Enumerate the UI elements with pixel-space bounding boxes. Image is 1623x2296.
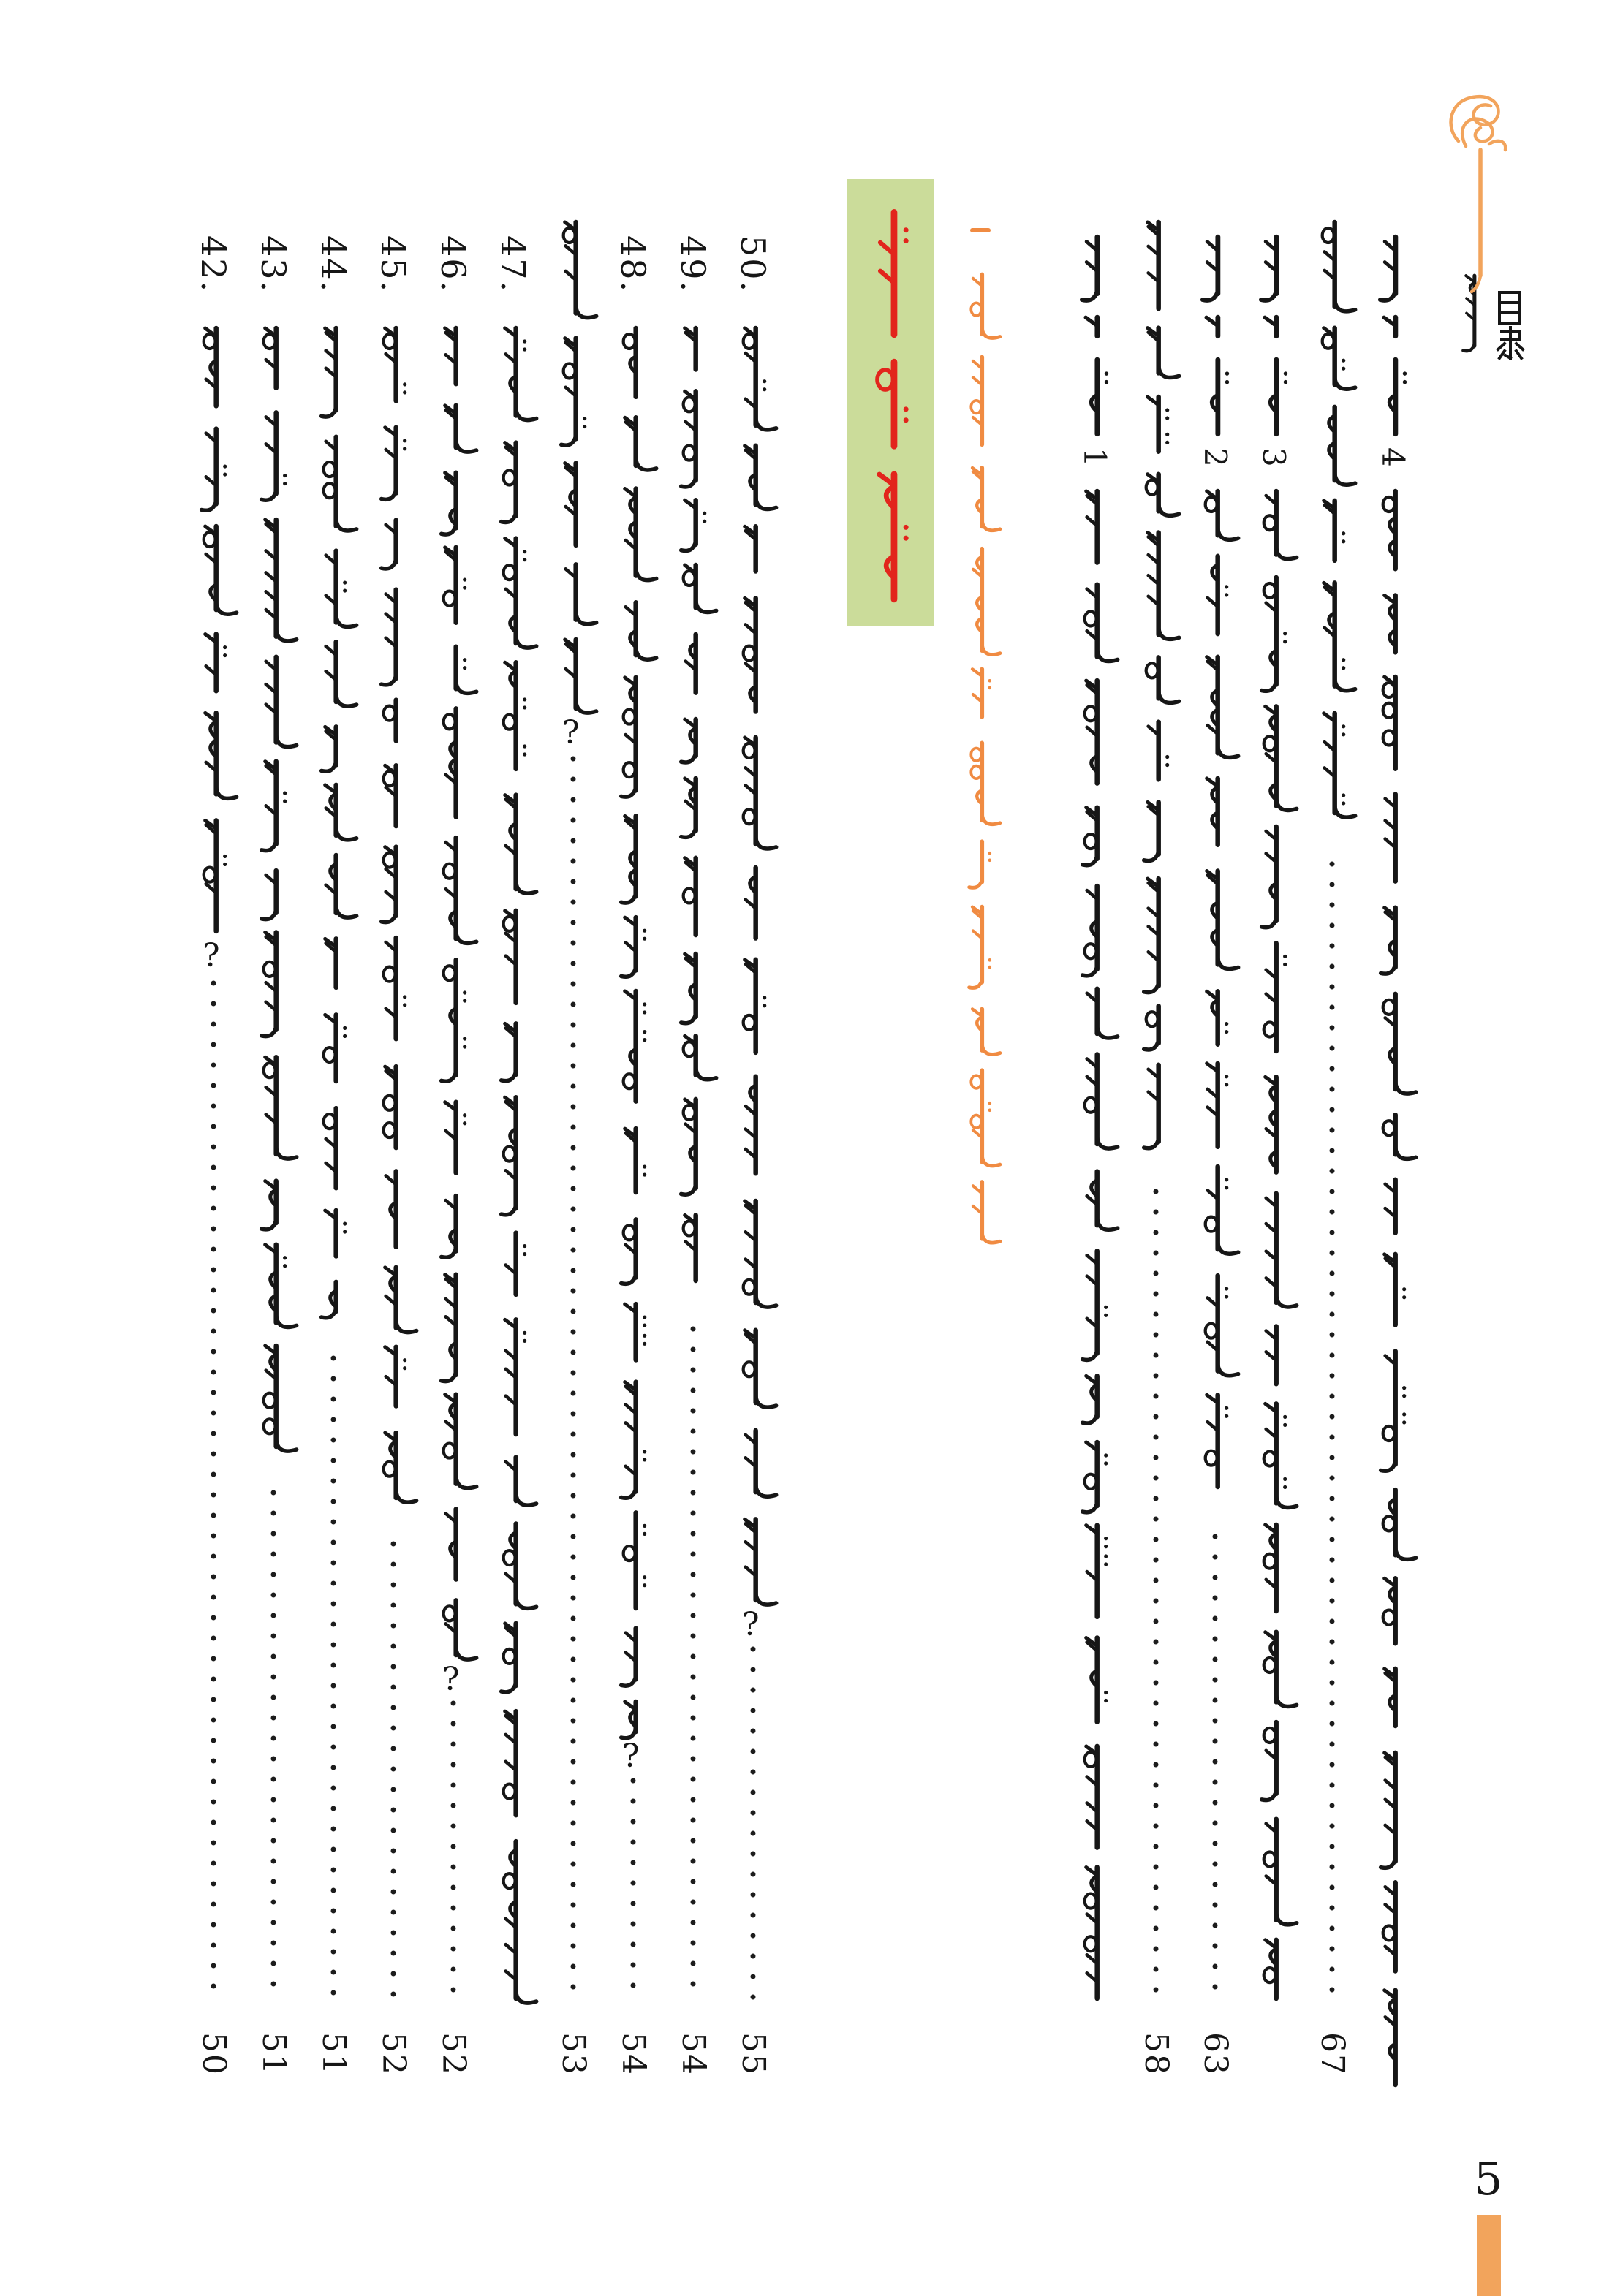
- mongolian-word: [624, 1512, 647, 1608]
- mongolian-word: [1083, 1251, 1108, 1360]
- mongolian-word: [506, 1233, 527, 1295]
- mongolian-word: [1262, 1722, 1276, 1800]
- mongolian-word: [444, 548, 467, 623]
- mongolian-word: [1083, 808, 1097, 865]
- mongolian-word: [1085, 1867, 1097, 1998]
- toc-column-entry-50: [744, 328, 776, 2003]
- mongolian-word: [1324, 501, 1346, 561]
- mongolian-word: [1264, 1403, 1297, 1507]
- mongolian-word: [879, 474, 909, 599]
- mongolian-word: [684, 1036, 716, 1080]
- mongolian-word: [1086, 317, 1097, 336]
- mongolian-word: [326, 855, 357, 917]
- mongolian-word: [744, 1201, 776, 1307]
- mongolian-word: [1383, 1490, 1416, 1559]
- mongolian-word: [624, 328, 636, 397]
- mongolian-word: [1148, 222, 1159, 308]
- mongolian-word: [382, 520, 396, 569]
- mongolian-word: [681, 1099, 696, 1194]
- mongolian-word: [264, 1346, 297, 1451]
- toc-column-lesson-1-cont: [1144, 222, 1179, 2003]
- mongolian-word: [456, 647, 477, 694]
- mongolian-word: [1264, 1632, 1297, 1707]
- mongolian-word: [1085, 585, 1118, 662]
- toc-page-number: 52: [435, 2032, 472, 2076]
- mongolian-word: [382, 428, 407, 500]
- mongolian-word: [1207, 657, 1238, 758]
- mongolian-word: [685, 328, 696, 369]
- mongolian-word: [1385, 1180, 1396, 1233]
- mongolian-word: [385, 1347, 407, 1406]
- mongolian-word: [204, 328, 216, 406]
- mongolian-word: [262, 871, 276, 920]
- mongolian-word: [1144, 802, 1159, 860]
- mongolian-word: [1206, 317, 1218, 336]
- toc-column-lesson-3: [1261, 237, 1297, 1998]
- mongolian-word: [1266, 1194, 1297, 1307]
- mongolian-word: [1381, 1753, 1396, 1868]
- mongolian-word: [565, 640, 597, 713]
- entry-number-47: 47.: [493, 235, 533, 294]
- mongolian-word: [1264, 1525, 1276, 1611]
- toc-column-entry-47: [502, 328, 537, 2003]
- mongolian-word: [686, 634, 696, 693]
- mongolian-word: [1085, 1054, 1118, 1148]
- mongolian-word: [444, 1600, 477, 1659]
- mongolian-word: [1146, 474, 1179, 516]
- mongolian-word: [684, 565, 716, 612]
- mongolian-word: [969, 907, 991, 988]
- entry-number-44: 44.: [314, 235, 353, 294]
- mongolian-word: [445, 328, 456, 384]
- mongolian-word: [1264, 943, 1287, 1051]
- mongolian-word: [746, 868, 756, 939]
- mongolian-word: [1385, 795, 1396, 882]
- mongolian-word: [324, 1108, 336, 1188]
- mongolian-word: [1383, 994, 1416, 1094]
- toc-page-number: 63: [1197, 2032, 1234, 2076]
- mongolian-word: [621, 1382, 647, 1499]
- mongolian-word: [1389, 360, 1407, 434]
- mongolian-word: [1385, 1254, 1407, 1325]
- mongolian-word: [504, 1711, 516, 1815]
- mongolian-word: [502, 1624, 516, 1692]
- mongolian-word: [1208, 556, 1229, 634]
- lesson-number-3: 3: [1256, 447, 1292, 469]
- mongolian-word: [504, 1524, 537, 1609]
- mongolian-word: [971, 1070, 1000, 1166]
- mongolian-word: [205, 634, 227, 692]
- mongolian-word: [877, 362, 909, 446]
- mongolian-word: [1148, 532, 1179, 639]
- header-ornament-flourish-icon: [1444, 77, 1517, 296]
- question-mark: ?: [562, 714, 580, 751]
- mongolian-word: [502, 1023, 516, 1080]
- mongolian-word: [1083, 1376, 1097, 1423]
- mongolian-word: [1206, 491, 1238, 539]
- toc-page-number: 54: [615, 2032, 652, 2076]
- mongolian-word: [681, 500, 707, 550]
- mongolian-word: [326, 551, 357, 627]
- mongolian-word: [1384, 317, 1396, 336]
- mongolian-word: [1211, 360, 1229, 434]
- mongolian-word: [445, 1102, 467, 1173]
- mongolian-word: [1203, 237, 1218, 300]
- mongolian-word: [625, 417, 657, 470]
- mongolian-word: [262, 762, 287, 851]
- mongolian-word: [505, 328, 537, 420]
- mongolian-word: [324, 437, 357, 531]
- mongolian-word: [1262, 827, 1276, 928]
- toc-page-number: 55: [735, 2032, 772, 2076]
- mongolian-word: [1264, 706, 1297, 810]
- mongolian-word: [972, 1009, 1000, 1054]
- mongolian-word: [504, 911, 516, 1003]
- mongolian-word: [1264, 491, 1297, 559]
- mongolian-word: [624, 991, 647, 1102]
- toc-column-entry-46: [442, 328, 477, 2003]
- mongolian-word: [382, 590, 396, 685]
- subheader-dash: [970, 228, 991, 232]
- mongolian-word: [442, 473, 456, 534]
- mongolian-word: [1086, 491, 1097, 563]
- mongolian-word: [1085, 681, 1097, 784]
- mongolian-word: [1085, 1746, 1097, 1848]
- toc-page-number: 50: [195, 2032, 232, 2076]
- mongolian-word: [1262, 577, 1287, 691]
- mongolian-word: [1086, 1526, 1108, 1617]
- mongolian-word: [502, 1097, 516, 1215]
- mongolian-word: [1385, 1669, 1396, 1726]
- entry-number-49: 49.: [673, 235, 713, 294]
- mongolian-word: [621, 1702, 636, 1738]
- mongolian-word: [322, 1282, 336, 1318]
- mongolian-word: [1323, 328, 1355, 389]
- mongolian-word: [1385, 1990, 1396, 2085]
- mongolian-word: [1148, 397, 1170, 452]
- toc-column-entry-42: [202, 328, 237, 2003]
- mongolian-word: [322, 328, 336, 417]
- mongolian-word: [1266, 1077, 1276, 1172]
- mongolian-word: [971, 275, 1000, 338]
- mongolian-word: [1383, 1115, 1416, 1159]
- mongolian-word: [444, 838, 477, 943]
- mongolian-word: [1329, 407, 1355, 485]
- mongolian-word: [1206, 1276, 1238, 1376]
- mongolian-word: [262, 412, 287, 500]
- mongolian-word: [625, 488, 657, 580]
- mongolian-word: [971, 357, 982, 445]
- subheader-orange-text: [969, 275, 1000, 1243]
- mongolian-word: [384, 328, 407, 401]
- mongolian-word: [442, 960, 467, 1081]
- mongolian-word: [385, 1268, 417, 1333]
- lesson-number-2: 2: [1198, 447, 1233, 469]
- mongolian-word: [1086, 1637, 1108, 1721]
- mongolian-word: [384, 700, 396, 741]
- toc-page-number: 67: [1314, 2032, 1351, 2076]
- mongolian-word: [973, 1182, 1000, 1243]
- mongolian-word: [561, 338, 587, 445]
- question-mark: ?: [203, 937, 220, 974]
- mongolian-word: [1380, 237, 1396, 300]
- toc-page-number: 52: [375, 2032, 412, 2076]
- mongolian-word: [1091, 360, 1108, 434]
- mongolian-word: [265, 1245, 297, 1327]
- mongolian-word: [506, 1458, 537, 1505]
- chinese-title-mulu: [1494, 289, 1526, 365]
- mongolian-word: [1261, 237, 1276, 300]
- mongolian-word: [1207, 1064, 1229, 1147]
- mongolian-word: [1206, 1395, 1229, 1487]
- mongolian-word: [1148, 328, 1179, 378]
- mongolian-word: [1383, 1882, 1396, 1971]
- mongolian-word: [684, 1215, 696, 1281]
- mongolian-word: [744, 1330, 776, 1407]
- toc-column-entry-47-cont: [561, 222, 597, 2003]
- mongolian-word: [972, 468, 1000, 531]
- mongolian-word: [1087, 989, 1118, 1038]
- mongolian-word: [744, 598, 756, 711]
- entry-number-43: 43.: [254, 235, 293, 294]
- mongolian-word: [880, 212, 909, 334]
- mongolian-word: [446, 1509, 456, 1580]
- toc-column-entry-49: [681, 328, 716, 2003]
- mongolian-word: [1146, 657, 1179, 702]
- mongolian-word: [204, 820, 227, 931]
- mongolian-word: [1324, 713, 1355, 817]
- mongolian-word: [744, 738, 776, 849]
- mongolian-word: [1381, 908, 1396, 974]
- mongolian-word: [969, 841, 991, 887]
- mongolian-word: [1144, 879, 1159, 993]
- mongolian-word: [626, 602, 657, 659]
- mongolian-word: [971, 743, 1000, 824]
- mongolian-word: [502, 443, 516, 523]
- mongolian-word: [1383, 491, 1396, 569]
- mongolian-word: [565, 463, 576, 545]
- toc-page-number: 54: [675, 2032, 712, 2076]
- mongolian-word: [1083, 1442, 1108, 1512]
- mongolian-word: [746, 1077, 756, 1174]
- mongolian-word: [1264, 1940, 1276, 1998]
- mongolian-word: [384, 1433, 417, 1502]
- mongolian-word: [505, 795, 537, 893]
- entry-number-42: 42.: [194, 235, 233, 294]
- mongolian-word: [681, 719, 696, 762]
- mongolian-word: [1207, 991, 1229, 1044]
- mongolian-word: [1087, 1172, 1118, 1230]
- mongolian-word: [746, 1431, 776, 1496]
- mongolian-word: [1082, 237, 1097, 300]
- mongolian-word: [1144, 1006, 1159, 1050]
- mongolian-word: [1264, 1819, 1297, 1925]
- entry-number-45: 45.: [374, 235, 413, 294]
- mongolian-word: [745, 526, 756, 571]
- mongolian-word: [972, 669, 991, 716]
- question-mark: ?: [742, 1606, 760, 1643]
- mongolian-word: [1385, 596, 1396, 653]
- mongolian-word: [262, 933, 276, 1037]
- mongolian-word: [325, 785, 357, 840]
- mongolian-word: [504, 1841, 537, 2003]
- toc-column-entry-44: [322, 328, 357, 2003]
- mongolian-word: [444, 708, 456, 817]
- mongolian-word: [325, 1210, 347, 1256]
- mongolian-word: [265, 520, 297, 641]
- mongolian-word: [205, 713, 237, 798]
- mongolian-word: [202, 429, 227, 511]
- toc-page-number: 51: [255, 2032, 292, 2076]
- entry-number-46: 46.: [434, 235, 473, 294]
- unit-header-red-text: [877, 212, 909, 599]
- mongolian-word: [625, 1304, 647, 1360]
- mongolian-word: [1149, 722, 1170, 780]
- mongolian-word: [621, 678, 636, 797]
- mongolian-word: [504, 539, 537, 648]
- entry-number-48: 48.: [613, 235, 653, 294]
- question-mark: ?: [442, 1661, 460, 1698]
- mongolian-word: [1207, 778, 1218, 845]
- mongolian-word: [621, 816, 636, 903]
- mongolian-word: [621, 917, 647, 977]
- mongolian-word: [264, 328, 276, 388]
- entry-number-50: 50.: [733, 235, 773, 294]
- mongolian-word: [386, 1171, 396, 1246]
- toc-column-lesson-3-cont: [1323, 222, 1355, 2003]
- mongolian-word: [264, 1057, 297, 1159]
- mongolian-word: [384, 938, 407, 1039]
- mongolian-word: [681, 391, 696, 487]
- toc-column-lesson-2: [1203, 237, 1238, 2003]
- mongolian-word: [1265, 317, 1276, 336]
- mongolian-word: [384, 765, 396, 826]
- toc-page-number: 58: [1138, 2032, 1175, 2076]
- mongolian-word: [505, 1319, 527, 1434]
- mongolian-word: [744, 960, 767, 1053]
- mongolian-word: [681, 778, 696, 838]
- toc-page-number: 53: [555, 2032, 592, 2076]
- mongolian-word: [1207, 871, 1238, 969]
- mongolian-word: [625, 1129, 647, 1192]
- page-number: 5: [1474, 2152, 1503, 2205]
- mongolian-word: [382, 847, 396, 922]
- mongolian-word: [322, 727, 336, 771]
- lesson-number-4: 4: [1375, 447, 1411, 469]
- toc-column-entry-43: [262, 328, 297, 2003]
- mongolian-word: [442, 1196, 456, 1257]
- toc-page-number: 51: [315, 2032, 352, 2076]
- mongolian-word: [266, 657, 297, 747]
- mongolian-word: [1270, 360, 1287, 434]
- mongolian-word: [444, 1395, 477, 1488]
- toc-column-lesson-4: [1380, 237, 1416, 2085]
- mongolian-word: [684, 858, 696, 935]
- toc-column-entry-45: [382, 328, 417, 2003]
- toc-column-lesson-1: [1082, 237, 1118, 1998]
- mongolian-word: [326, 642, 357, 706]
- mongolian-word: [262, 1181, 276, 1230]
- mongolian-word: [1381, 1352, 1407, 1471]
- mongolian-word: [325, 939, 336, 987]
- lesson-number-1: 1: [1077, 447, 1113, 469]
- mongolian-word: [1383, 1578, 1396, 1643]
- mongolian-word: [204, 526, 237, 614]
- mongolian-word: [1144, 1065, 1159, 1148]
- mongolian-word: [566, 564, 597, 624]
- mongolian-word: [445, 406, 477, 452]
- mongolian-word: [1383, 677, 1396, 769]
- mongolian-word: [384, 1066, 396, 1148]
- mongolian-word: [1206, 1167, 1238, 1254]
- mongolian-word: [1083, 886, 1097, 976]
- mongolian-word: [745, 1519, 776, 1604]
- question-mark: ?: [622, 1738, 640, 1775]
- mongolian-word: [504, 662, 527, 769]
- mongolian-word: [745, 446, 776, 509]
- mongolian-word: [564, 222, 597, 318]
- mongolian-word: [1324, 583, 1355, 690]
- mongolian-word: [621, 1219, 636, 1284]
- mongolian-word: [442, 1275, 456, 1382]
- mongolian-word: [1266, 1327, 1276, 1384]
- mongolian-word: [324, 1015, 347, 1081]
- mongolian-word: [681, 954, 696, 1023]
- mongolian-word: [973, 549, 1000, 655]
- mongolian-word: [621, 1629, 636, 1686]
- mongolian-word: [1323, 222, 1355, 311]
- mongolian-word: [744, 328, 776, 430]
